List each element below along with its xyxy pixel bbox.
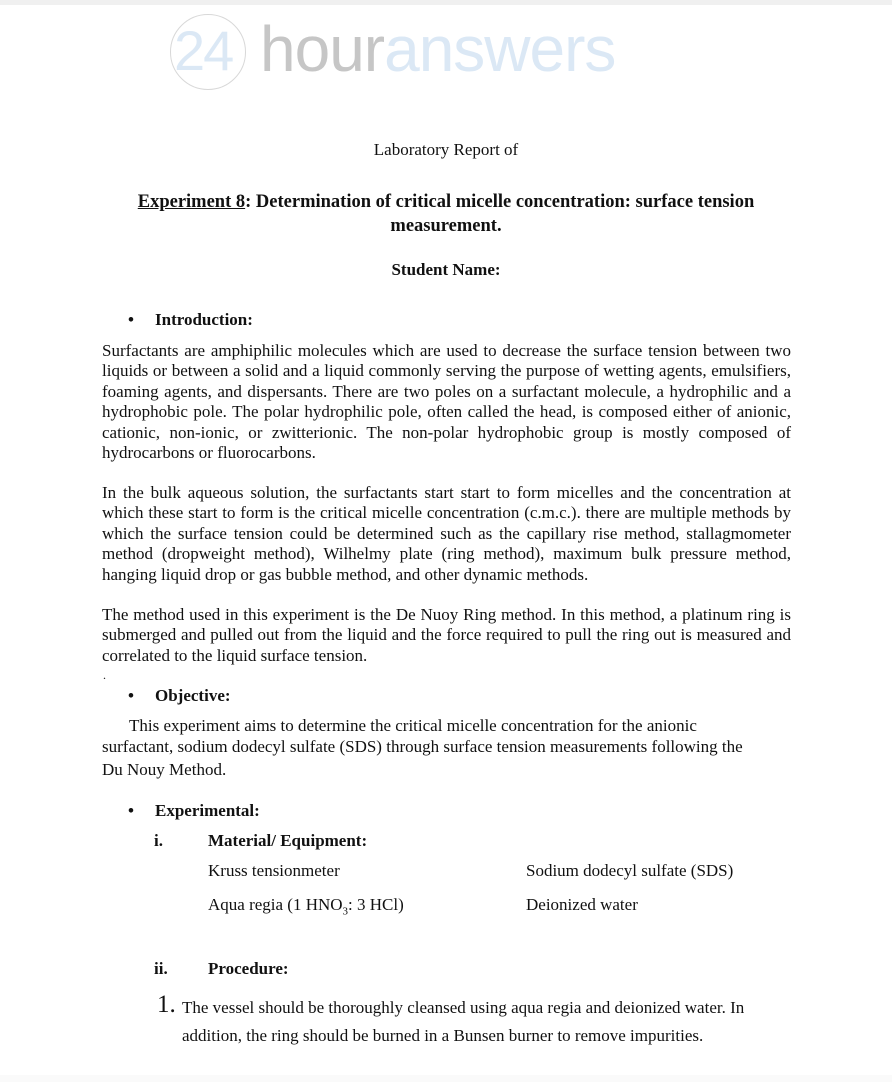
logo-number: 24 — [174, 19, 233, 82]
procedure-step-text: The vessel should be thoroughly cleansed using aqua regia and deionized water. In addition, the ring should be burned in a Bunsen burner to remove impurities. — [182, 998, 745, 1045]
material-item: Aqua regia (1 $HNO_3$: 3 HCl) — [208, 895, 404, 918]
objective-line-2: surfactant, sodium dodecyl sulfate (SDS) through surface tension measurements following the — [102, 737, 743, 756]
bullet-icon: • — [128, 310, 134, 329]
materials-heading: Material/ Equipment: — [208, 831, 368, 850]
procedure-step-number: 1. — [157, 991, 176, 1018]
materials-numeral: i. — [154, 831, 163, 850]
objective-heading: • Objective: — [128, 686, 231, 705]
logo-wordmark: houranswers — [260, 13, 616, 85]
objective-line-1: This experiment aims to determine the critical micelle concentration for the anionic — [129, 716, 697, 735]
experimental-heading: • Experimental: — [128, 801, 260, 820]
introduction-heading: • Introduction: — [128, 310, 253, 329]
procedure-numeral: ii. — [154, 959, 168, 978]
bullet-icon: • — [128, 686, 134, 705]
top-edge-bar — [0, 0, 892, 5]
bottom-edge-bar — [0, 1075, 892, 1082]
material-item: Deionized water — [526, 895, 638, 914]
intro-paragraph-1: Surfactants are amphiphilic molecules which are used to decrease the surface tension between two liquids or between a solid and a liquid commonly serving the purpose of wetting agents, emulsifiers, foaming agents, and dispersants. There are two poles on a surfactant molecule, a hydrophilic and a hydrophobic pole. The polar hydrophilic pole, often called the head, is composed either of anionic, cationic, non-ionic, or zwitterionic. The non-polar hydrophobic group is mostly composed of hydrocarbons or fluorocarbons. — [102, 341, 791, 463]
watermark-logo — [170, 8, 690, 90]
intro-paragraph-3: The method used in this experiment is the De Nuoy Ring method. In this method, a platinum ring is submerged and pulled out from the liquid and the force required to pull the ring out is measured and correlated to the liquid surface tension. — [102, 605, 791, 665]
report-subtitle: Laboratory Report of — [373, 140, 519, 159]
experiment-title — [100, 190, 792, 238]
bullet-icon: • — [128, 801, 134, 820]
material-item: Sodium dodecyl sulfate (SDS) — [526, 861, 734, 880]
procedure-heading: Procedure: — [208, 959, 289, 978]
intro-paragraph-2: In the bulk aqueous solution, the surfactants start start to form micelles and the concentration at which these start to form is the critical micelle concentration (c.m.c.). there are multiple methods by which the surface tension could be determined such as the capillary rise method, stallagmometer method (dropweight method), Wilhelmy plate (ring method), maximum bulk pressure method, hanging liquid drop or gas bubble method, and other dynamic methods. — [102, 483, 791, 584]
stray-dot: . — [103, 668, 106, 682]
experiment-title-text: : Determination of critical micelle concentration: surface tension measurement. — [245, 192, 755, 236]
objective-line-3: Du Nouy Method. — [102, 760, 227, 779]
material-item: Kruss tensionmeter — [208, 861, 340, 880]
experiment-label: Experiment 8 — [137, 192, 246, 212]
student-name-label: Student Name: — [391, 260, 501, 279]
